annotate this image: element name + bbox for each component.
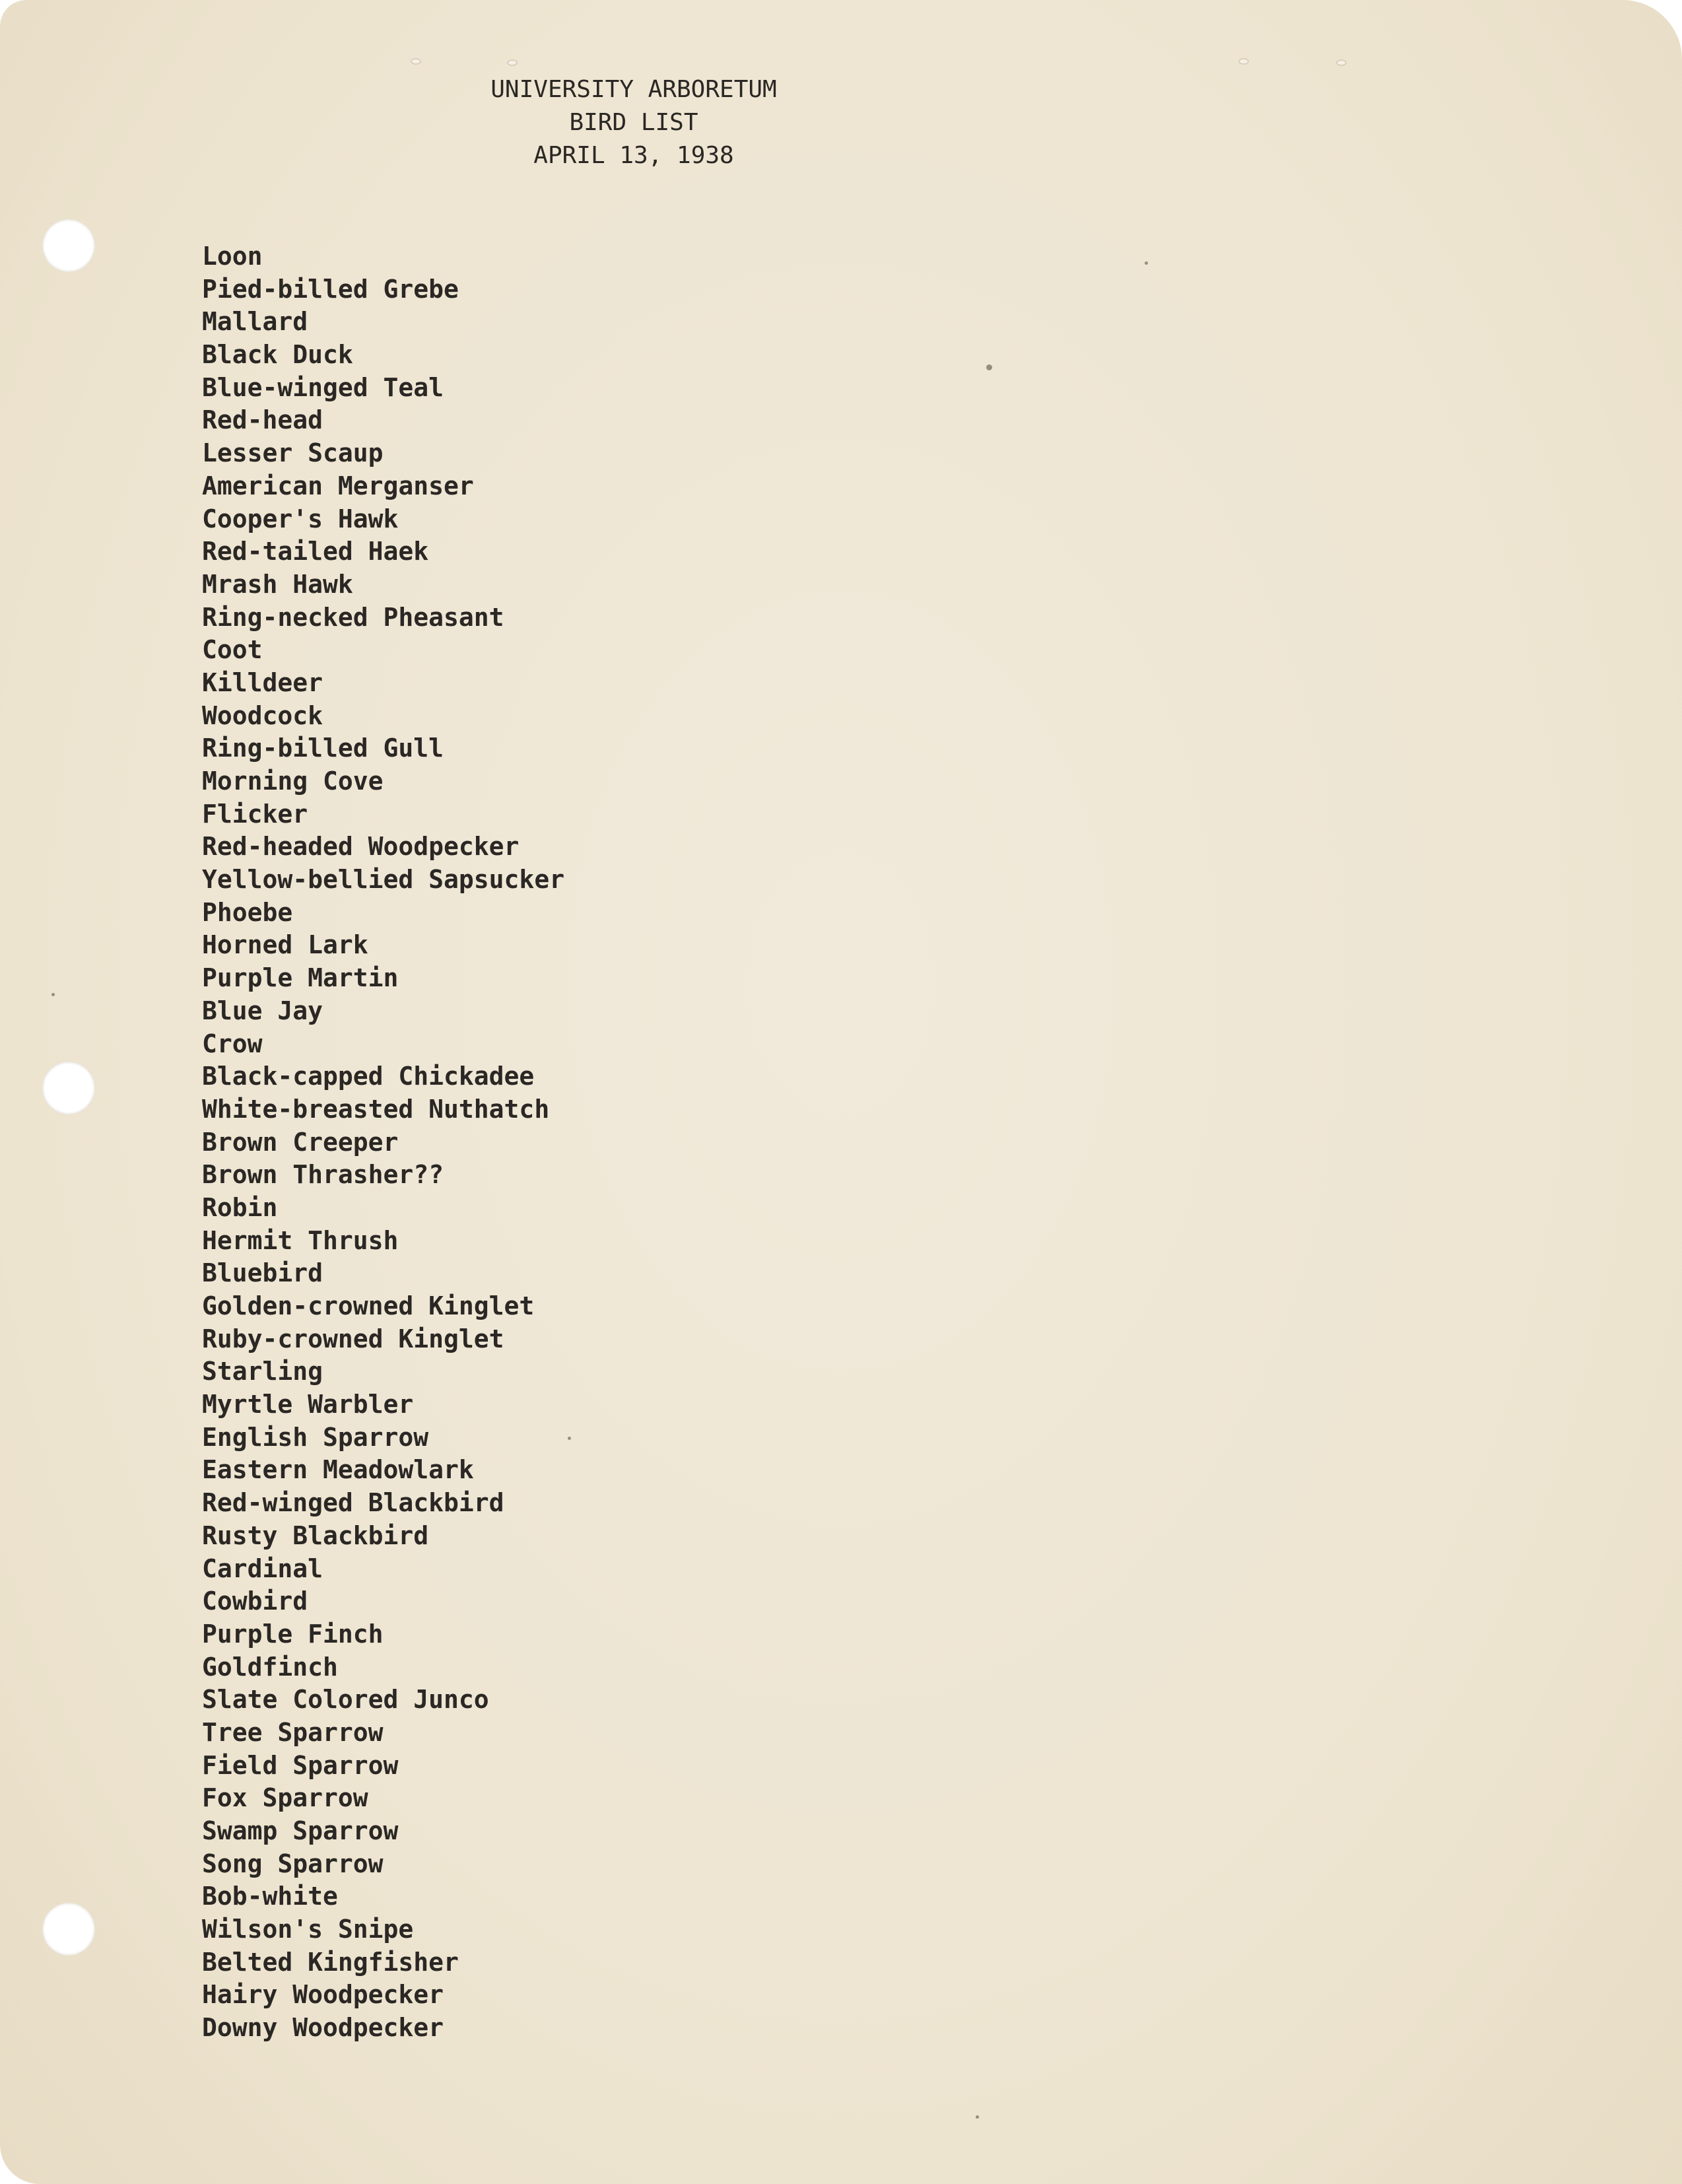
list-item: Eastern Meadowlark xyxy=(202,1455,474,1485)
list-item: Hairy Woodpecker xyxy=(202,1980,444,2010)
ink-speck xyxy=(1145,261,1148,265)
binder-hole-middle xyxy=(42,1062,95,1114)
list-item: Myrtle Warbler xyxy=(202,1390,414,1419)
list-item: Crow xyxy=(202,1029,263,1058)
list-item: Red-head xyxy=(202,405,323,435)
staple-mark xyxy=(411,58,421,65)
list-item: Fox Sparrow xyxy=(202,1783,368,1813)
list-item: Phoebe xyxy=(202,897,293,927)
list-item: Cooper's Hawk xyxy=(202,504,399,533)
header-date: APRIL 13, 1938 xyxy=(533,142,734,169)
list-item: Loon xyxy=(202,242,263,271)
list-item: Red-winged Blackbird xyxy=(202,1488,504,1518)
list-item: Purple Martin xyxy=(202,963,399,993)
binder-hole-bottom xyxy=(42,1903,95,1956)
list-item: Cardinal xyxy=(202,1553,323,1583)
list-item: Coot xyxy=(202,635,263,665)
list-item: Pied-billed Grebe xyxy=(202,274,459,304)
list-item: Brown Thrasher?? xyxy=(202,1160,444,1190)
list-item: Lesser Scaup xyxy=(202,438,384,468)
ink-speck xyxy=(568,1437,571,1440)
ink-speck xyxy=(51,993,55,996)
list-item: Slate Colored Junco xyxy=(202,1685,489,1715)
list-item: Ring-billed Gull xyxy=(202,734,444,763)
list-item: Purple Finch xyxy=(202,1619,384,1649)
list-item: Robin xyxy=(202,1192,278,1222)
list-item: Mrash Hawk xyxy=(202,569,353,599)
list-item: Morning Cove xyxy=(202,767,384,796)
staple-mark xyxy=(1336,59,1347,66)
list-item: Mallard xyxy=(202,307,308,337)
list-item: Goldfinch xyxy=(202,1652,338,1682)
list-item: Ruby-crowned Kinglet xyxy=(202,1324,504,1353)
list-item: Cowbird xyxy=(202,1587,308,1616)
bird-list xyxy=(202,240,564,2045)
list-item: American Merganser xyxy=(202,471,474,500)
list-item: Starling xyxy=(202,1357,323,1386)
staple-mark xyxy=(507,59,518,66)
ink-speck xyxy=(976,2115,979,2119)
list-item: Killdeer xyxy=(202,667,323,697)
list-item: Golden-crowned Kinglet xyxy=(202,1291,535,1320)
list-item: White-breasted Nuthatch xyxy=(202,1094,550,1124)
list-item: Rusty Blackbird xyxy=(202,1520,429,1550)
header-institution: UNIVERSITY ARBORETUM xyxy=(490,76,777,103)
list-item: Blue-winged Teal xyxy=(202,372,444,402)
binder-hole-top xyxy=(42,219,95,272)
list-item: Ring-necked Pheasant xyxy=(202,602,504,632)
list-item: Bob-white xyxy=(202,1882,338,1911)
list-item: English Sparrow xyxy=(202,1422,429,1452)
list-item: Blue Jay xyxy=(202,996,323,1025)
list-item: Downy Woodpecker xyxy=(202,2013,444,2043)
list-item: Field Sparrow xyxy=(202,1750,399,1780)
list-item: Tree Sparrow xyxy=(202,1717,384,1747)
list-item: Black Duck xyxy=(202,340,353,370)
list-item: Flicker xyxy=(202,799,308,829)
staple-mark xyxy=(1238,58,1249,65)
list-item: Wilson's Snipe xyxy=(202,1915,414,1944)
list-item: Hermit Thrush xyxy=(202,1225,399,1255)
list-item: Black-capped Chickadee xyxy=(202,1062,535,1091)
header-title: BIRD LIST xyxy=(569,109,698,136)
list-item: Belted Kingfisher xyxy=(202,1947,459,1977)
list-item: Bluebird xyxy=(202,1258,323,1288)
list-item: Horned Lark xyxy=(202,930,368,960)
ink-speck xyxy=(986,364,992,370)
list-item: Yellow-bellied Sapsucker xyxy=(202,865,565,895)
list-item: Red-headed Woodpecker xyxy=(202,832,520,862)
list-item: Song Sparrow xyxy=(202,1849,384,1878)
list-item: Red-tailed Haek xyxy=(202,537,429,566)
list-item: Swamp Sparrow xyxy=(202,1816,399,1845)
list-item: Brown Creeper xyxy=(202,1127,399,1157)
list-item: Woodcock xyxy=(202,700,323,730)
